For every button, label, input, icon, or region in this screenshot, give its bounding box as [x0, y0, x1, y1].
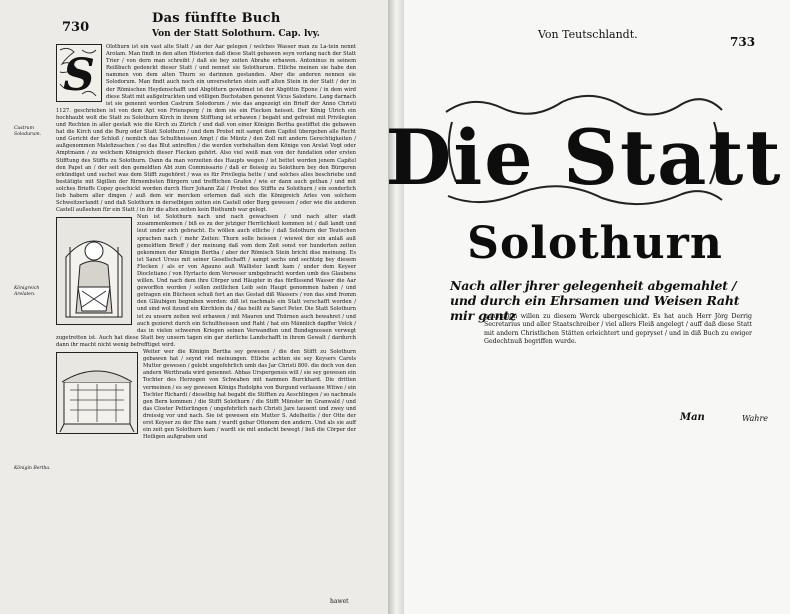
- left-catchword: hawet: [330, 598, 349, 605]
- margin-note-bertha: Königin Bertha.: [14, 466, 51, 471]
- paragraph-1: Olothurn ist ein vast alte Statt / an der Aar gelegen / welches Wasser man zu La-tein nennt Arolam. Man findt in den alten Historien daß diese Statt gebawen seyn vorlang nach der Statt Trier / von dern man schreibt / daß sie bey zeiten Abrahe erbawen. Antoninus in seinem Reißbuch gedenckt dieser Statt / und nennet sie Solothurum. Etliche meinen sie habe den nammen von dem alten Thurn so darinnen gestanden. Aber die anderen nennen sie Solodorum. Man findt auch noch ein unversehrten stein auff alten Stein in der Statt / der in der Römischen Heydenschafft und Abgöttern gewidmet ist der Abgöttin Epone / in dem wird diese Statt mit außgetruckten und völligen Buchstaben genennt Vicus Salodure. Lang darnach ist sie genennt worden Castrum Solodorum / wie das angezeigt ein Brieff der Anno Christi 1127. geschrieben ist von dem Apt von Friensperg / in dem sie ein Flecken heisset. Der König Ulrich ein hochhaubt wolt die Statt zu Solothurn Kirch in ihrem Stifftung ist erbawen / begabt und gefreiet mit Privilegien und Rechten in aller gestalt wie die Kirch zu Zürich / und daß von einer Königin Bertha gestifftet die gebawen hat die Kirch und die Burg oder Statt Solothurn / und dem Probst mit sampt dem Capitel übergeben alle Recht und Gericht der Schloß / nemlich das Schultheissen Ampt / die Müntz / den Zoll mit andern Gerechtigkeiten / außgenommen Malefizsachen / so das Blut antreffen / die werden vorbehalten dem Könige von Arelat Vogt oder Amptmann / zu welchem Königreich dieser Flecken gehört. Also viel weiß man von der fundation oder ersten Stifftung des Stiffts zu Solothurn. Dann da man vorzeiten des Haupts wegen / ist bettet worden jenem Capitel den Papst an / der seit den gemeldten Abt zum Commissario / daß er fleissig zu Solothurn bey den Bürgeren erkündiget und suchet was dem Stifft zugehöret / was es für Privilegia hette / und solches alles beschriebe und bestätigte mit Sigillen der fürnembsten Bürgern und trefflichen Grafen / wie er dann auch gethan / und mit solches Brieffs Copey geschickt worden durch Herr Johann Zal / Probst des Stiffts zu Solothurn / ein sonderlich lieb habern aller dingen / auß dem wir mercken erlernen daß sich die Königreich Arles von solchem Schweitzerlandt / und daß Solothurn in derselbigen zeiten ein Castell oder Burg gewesen / oder wie die anderen Castell außsehen für ein Statt / in ihr die alten zeiten kein Bisthumb war gelegt.: [56, 44, 356, 214]
- paragraph-3: Weiter wer die Königin Bertha sey gewesen / die den Stifft zu Solothurn gebawen hat / seynd viel meinungen. Etliche achten sie sey Keysers Carols Mutter gewesen / gelebt ungefehrlich umb das Jar Christi 800. die doch von den andern Werthrada wird genennet. Abbas Urspergensis will / sie sey gewesen ein Tochter des Herzogen von Schwaben mit nammen Burckhard. Die dritten vermeinen / es sey gewesen Königs Rudolphs von Burgund verlassne Witwe / ein Tochter Richardi / dieselbig hat begabt die Stifften zu Aeschlingen / so nachmals gen Bern kommen / die Stifft Solothurn / die Stifft Münster im Granwald / und das Closter Petterlingen / ungefehrlich nach Christi Jare tausent und zwey und dreissig vor und nach. Sie ist gewesen ein Mutter S. Adelheitis / der Otte der erst Keyser zu der Ehe nam / wardt gebar Ottonem den andern. Und als sie auff ein zeit gen Solothurn kam / wardt sie mit andacht bewegt / ließ die Cörper der Heiligen außgraben und: [143, 349, 356, 441]
- svg-text:S: S: [63, 50, 95, 101]
- left-running-head: Das fünffte Buch: [152, 11, 281, 26]
- title-line-1-text: Die Statt: [385, 113, 783, 202]
- title-die-statt: [385, 92, 783, 212]
- right-catchword-man: Man: [680, 412, 705, 423]
- left-page: [0, 0, 393, 614]
- title-line-2-text: Solothurn: [467, 218, 723, 269]
- paragraph-2: Nun ist Solothurn nach und nach gewachsen / und nach alter stadt zusammenkomen / biß es zu der jetziger Herrlichkeit kommen ist / daß landt und leut under sich gebracht. Es wöllen auch etliche / daß Solothurn der Teutschen sprachen nach / mehr Zeiten: Thurn solle heissen / wiewol der ein anlaß auß gemeldtem Brieff / der meinung daß vom dem Zeit sonst vor hunderten zeiten gekommen der Königin Bertha / aber der Römisch Stein bricht dise meinung. Es ist Sanct Ursus mit seiner Gesellschafft / sampt sechs und sechtzig bey diesem Flecken / als er von Agauno auß Wallister landt kam / under dem Keyser Diocletiano / von Hyrtacto dem Verweser umbgebracht worden umb des Glaubens willen. Und nach dem ihre Cörper und Häupter in das fürflissend Wasser die Aar geworffen worden / sollen zeitlichen Leib sein Haupt genommen haben / und getragen ein Bücheen schuß fert an das Gestad diß Wassers / von das sind fromm den Gläubigen begraben worden: diß ist nachmals ein Statt verschafft worden / und sind wol itzund ein Kirchlein da / das heißt zu Sanct Peter. Die Statt Solothurn ist zu unsern zeiten wol erbawen / mit Mauren und Thürnen auch bewahret / und auch gezieret durch ein Schultheissen und Raht / hat ein Männlich dapffer Volck / das in vielen schweren Kriegen seinen Verwandten und Bundsgnossen verwegt zugetretten ist. Auch hat diese Statt bey unsern tagen ein gar zierliche Landschafft in ihrem Gewalt / dardurch dann ihr macht nicht wenig befrefftiget wird.: [56, 214, 356, 348]
- left-body-text: [56, 44, 356, 606]
- intro-paragraph: geneigtem willen zu diesem Werck ubergeschickt. Es hat auch Herr Jörg Derrig Secretarius und aller Staatschreiber / viel allers Fleiß angelegt / auff daß diese Statt mit andern Christlichen Stätten erleichtert und gepryset / und in diß Buch zu ewiger Gedechtnuß begriffen wurde.: [484, 313, 752, 346]
- saint-ursus-woodcut-icon: [56, 217, 132, 325]
- margin-note-castrum: Castrum Solodurum.: [14, 126, 42, 137]
- margin-note-arelaten: Königreich Arelaten.: [14, 286, 40, 297]
- right-running-head: Von Teutschlandt.: [538, 28, 638, 41]
- right-page: [385, 0, 790, 614]
- title-solothurn: [467, 212, 723, 270]
- left-page-number: 730: [62, 20, 90, 35]
- right-catchword-wahre: Wahre: [742, 414, 769, 423]
- reliquary-chest-woodcut-icon: [56, 352, 138, 434]
- decorated-initial-s-icon: [56, 44, 102, 102]
- title-subtitle: Nach aller jhrer gelegenheit abgemahlet / und durch ein Ehrsamen und Weisen Raht mir gantz: [450, 278, 740, 323]
- chapter-heading: Von der Statt Solothurn. Cap. lvy.: [152, 29, 320, 39]
- right-page-number: 733: [730, 35, 756, 49]
